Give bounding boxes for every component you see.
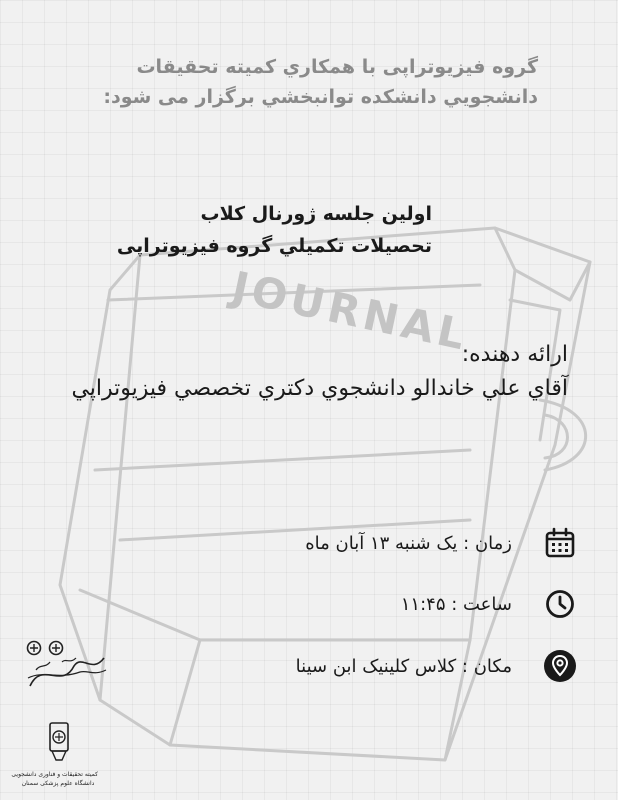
calendar-icon [542,525,578,561]
faculty-logo [22,640,110,696]
research-committee-caption-1: کمیته تحقیقات و فناوری دانشجویی [11,771,98,778]
title-line-2: تحصيلات تكميلي گروه فيزيوتراپی [116,235,432,257]
event-date: زمان : یک شنبه ۱۳ آبان ماه [305,532,512,554]
presenter-label: ارائه دهنده: [461,342,568,367]
time-row [401,586,578,622]
research-committee-emblem [18,720,98,766]
header-line-1: گروه فيزيوتراپی با همکاري کميته تحقيقات [136,56,538,78]
journal-label: JOURNAL [227,262,473,360]
place-row [296,648,578,684]
event-time: ساعت : ۱۱:۴۵ [400,593,512,615]
presenter-name: آقاي علي خاندالو دانشجوي دكتري تخصصي فيزيوتراپي [71,376,568,401]
research-committee-caption-2: دانشگاه علوم پزشکی سمنان [21,780,95,787]
event-place: مکان : کلاس کلینیک ابن سینا [295,655,512,677]
event-title [60,198,432,262]
research-committee-logo [11,720,98,790]
clock-icon [542,586,578,622]
organizer-header [40,52,538,112]
title-line-1: اولین جلسه ژورنال کلاب [200,203,432,225]
header-line-2: دانشجويي دانشكده توانبخشي برگزار می شود: [103,86,538,108]
date-row [305,525,578,561]
location-pin-icon [542,648,578,684]
